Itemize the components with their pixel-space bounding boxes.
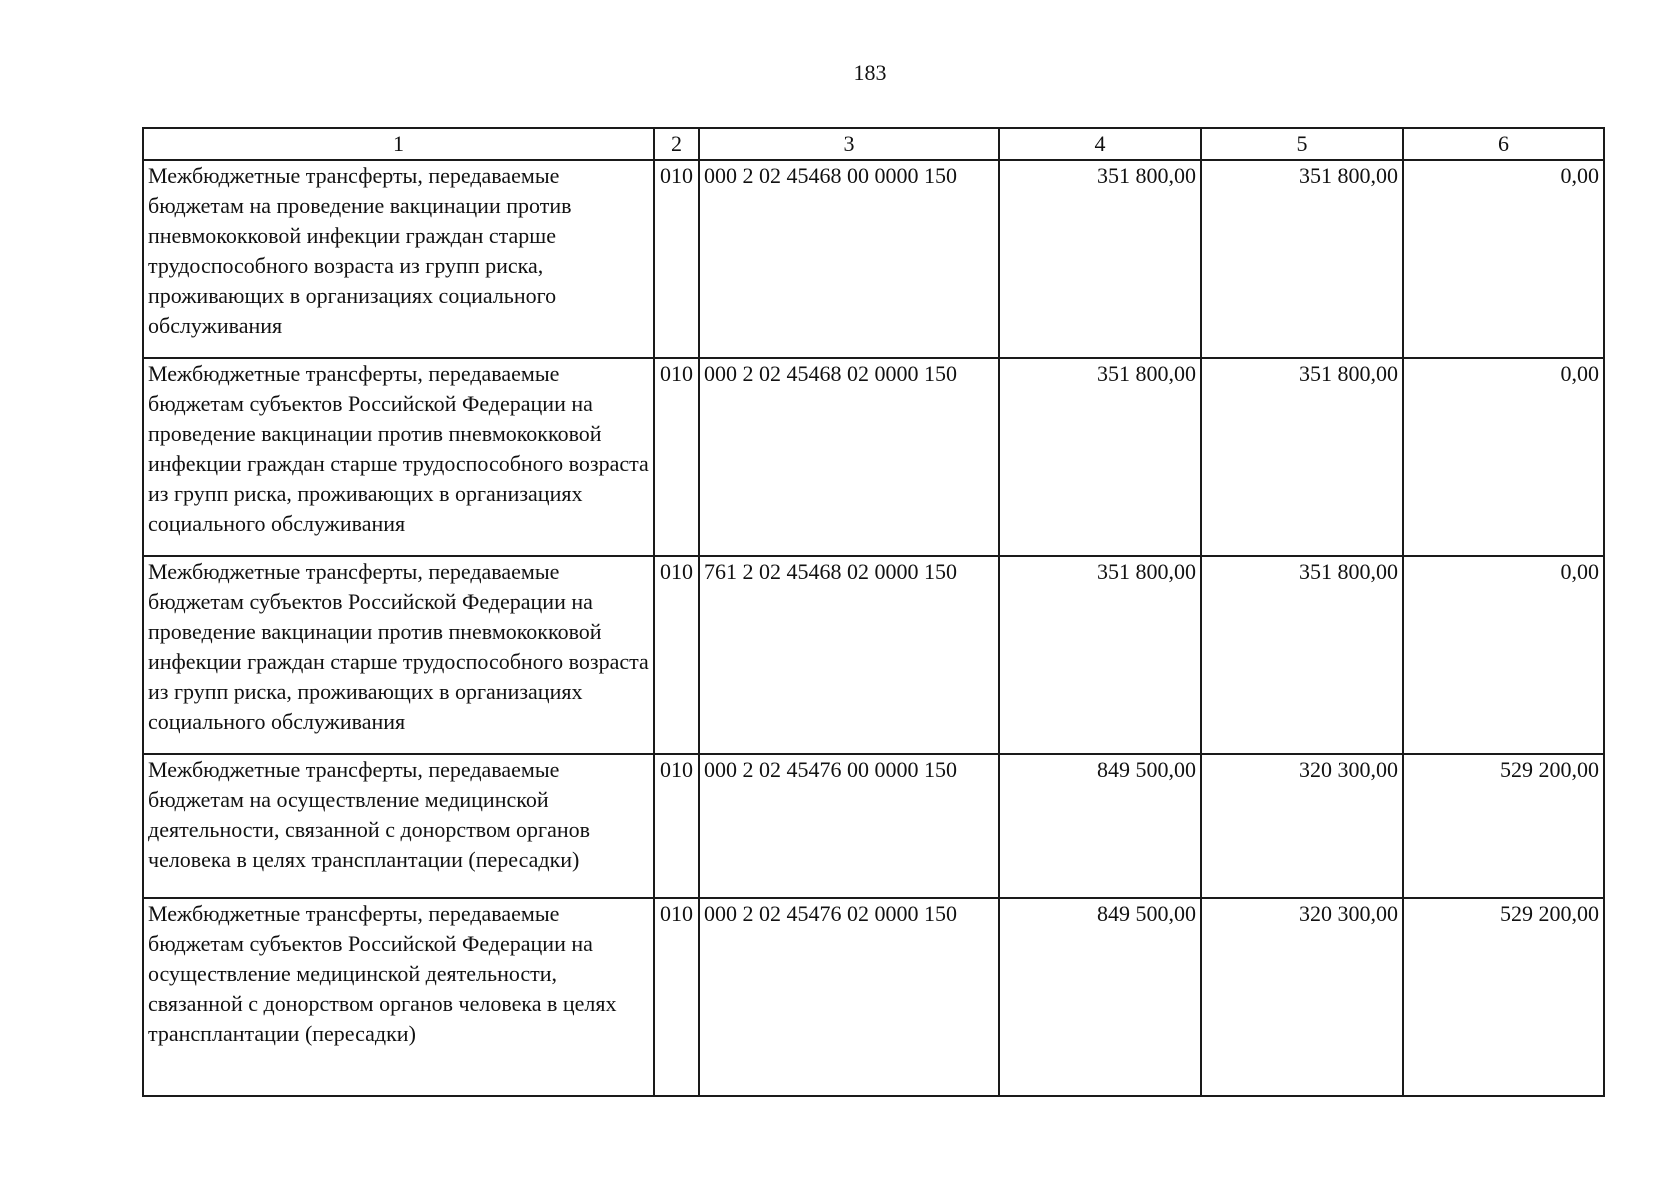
row-name-cell: Межбюджетные трансферты, передаваемые бюджетам на осуществление медицинской деятельности, связанной с донорством органов человека в целях трансплантации (пересадки): [143, 754, 654, 898]
row-name-cell: Межбюджетные трансферты, передаваемые бюджетам субъектов Российской Федерации на проведение вакцинации против пневмококковой инфекции граждан старше трудоспособного возраста из групп риска, проживающих в организациях социального обслуживания: [143, 358, 654, 556]
column-header: 3: [699, 128, 999, 160]
row-name-cell: Межбюджетные трансферты, передаваемые бюджетам субъектов Российской Федерации на осуществление медицинской деятельности, связанной с донорством органов человека в целях трансплантации (пересадки): [143, 898, 654, 1096]
row-code-cell: 010: [654, 898, 699, 1096]
row-amount-cell: 849 500,00: [999, 754, 1201, 898]
row-amount-cell: 0,00: [1403, 160, 1604, 358]
row-amount-cell: 320 300,00: [1201, 754, 1403, 898]
row-classification-cell: 000 2 02 45476 02 0000 150: [699, 898, 999, 1096]
table-header-row: [143, 128, 1604, 160]
row-amount-cell: 351 800,00: [1201, 358, 1403, 556]
column-header: 4: [999, 128, 1201, 160]
row-code-cell: 010: [654, 556, 699, 754]
row-amount-cell: 351 800,00: [999, 358, 1201, 556]
row-classification-cell: 000 2 02 45468 02 0000 150: [699, 358, 999, 556]
row-amount-cell: 351 800,00: [999, 556, 1201, 754]
row-amount-cell: 320 300,00: [1201, 898, 1403, 1096]
column-header: 2: [654, 128, 699, 160]
row-amount-cell: 849 500,00: [999, 898, 1201, 1096]
row-classification-cell: 000 2 02 45476 00 0000 150: [699, 754, 999, 898]
row-code-cell: 010: [654, 358, 699, 556]
column-header: 5: [1201, 128, 1403, 160]
row-amount-cell: 0,00: [1403, 556, 1604, 754]
row-classification-cell: 761 2 02 45468 02 0000 150: [699, 556, 999, 754]
page-number: 183: [853, 60, 887, 85]
row-name-cell: Межбюджетные трансферты, передаваемые бюджетам субъектов Российской Федерации на проведение вакцинации против пневмококковой инфекции граждан старше трудоспособного возраста из групп риска, проживающих в организациях социального обслуживания: [143, 556, 654, 754]
row-code-cell: 010: [654, 754, 699, 898]
table-row: [143, 358, 1604, 556]
budget-table: [142, 127, 1605, 1097]
table-row: [143, 160, 1604, 358]
column-header: 1: [143, 128, 654, 160]
table-row: [143, 754, 1604, 898]
row-amount-cell: 351 800,00: [1201, 160, 1403, 358]
row-code-cell: 010: [654, 160, 699, 358]
table-row: [143, 898, 1604, 1096]
row-amount-cell: 351 800,00: [999, 160, 1201, 358]
row-name-cell: Межбюджетные трансферты, передаваемые бюджетам на проведение вакцинации против пневмококковой инфекции граждан старше трудоспособного возраста из групп риска, проживающих в организациях социального обслуживания: [143, 160, 654, 358]
table-row: [143, 556, 1604, 754]
row-amount-cell: 529 200,00: [1403, 754, 1604, 898]
column-header: 6: [1403, 128, 1604, 160]
row-amount-cell: 351 800,00: [1201, 556, 1403, 754]
row-amount-cell: 0,00: [1403, 358, 1604, 556]
row-classification-cell: 000 2 02 45468 00 0000 150: [699, 160, 999, 358]
row-amount-cell: 529 200,00: [1403, 898, 1604, 1096]
